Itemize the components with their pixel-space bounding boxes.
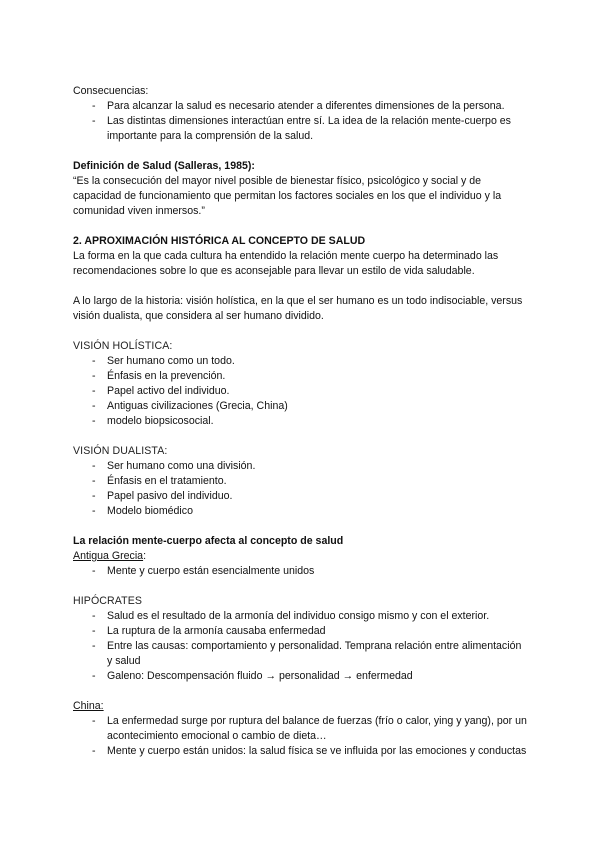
bullet-dash: -: [92, 490, 96, 502]
grecia-list: [73, 564, 529, 579]
list-item: - Antiguas civilizaciones (Grecia, China): [92, 400, 288, 412]
china-list: [73, 714, 529, 759]
section-2-title: 2. APROXIMACIÓN HISTÓRICA AL CONCEPTO DE SALUD: [73, 235, 366, 247]
dualista-list: [73, 459, 529, 519]
bullet-dash: -: [92, 745, 96, 757]
grecia-label: Antigua Grecia: [73, 550, 144, 562]
list-item: - Papel activo del individuo.: [92, 385, 230, 397]
china-label: China:: [73, 700, 104, 712]
holistica-label: VISIÓN HOLÍSTICA:: [73, 340, 173, 352]
bullet-dash: -: [92, 355, 96, 367]
hipocrates-label: HIPÓCRATES: [73, 595, 143, 607]
list-item: - Ser humano como una división.: [92, 460, 256, 472]
bullet-dash: -: [92, 565, 96, 577]
list-item: - Salud es el resultado de la armonía del individuo consigo mismo y con el exterior.: [92, 610, 490, 622]
section-2-paragraph-2: A lo largo de la historia: visión holística, en la que el ser humano es un todo indisociable, versus visión dualista, que considera al ser humano dividido.: [73, 295, 523, 322]
hipocrates-list: [73, 609, 529, 684]
bullet-dash: -: [92, 385, 96, 397]
list-item: - Modelo biomédico: [92, 505, 193, 517]
list-item: - Las distintas dimensiones interactúan entre sí. La idea de la relación mente-cuerpo es importante para la comprensión de la salud.: [92, 115, 511, 142]
list-item: - Para alcanzar la salud es necesario atender a diferentes dimensiones de la persona.: [92, 100, 505, 112]
bullet-dash: -: [92, 475, 96, 487]
bullet-dash: -: [92, 370, 96, 382]
bullet-dash: -: [92, 625, 96, 637]
definicion-title: Definición de Salud (Salleras, 1985):: [73, 160, 255, 172]
list-item: - Énfasis en la prevención.: [92, 370, 226, 382]
bullet-dash: -: [92, 115, 96, 127]
grecia-heading: [73, 549, 529, 564]
list-item: - Mente y cuerpo están esencialmente unidos: [92, 565, 315, 577]
grecia-colon: :: [143, 550, 147, 562]
list-item: - La ruptura de la armonía causaba enfermedad: [92, 625, 326, 637]
bullet-dash: -: [92, 415, 96, 427]
bullet-dash: -: [92, 400, 96, 412]
bullet-dash: -: [92, 460, 96, 472]
consecuencias-list: [73, 99, 529, 144]
list-item: - Galeno: Descompensación fluido → personalidad → enfermedad: [92, 670, 413, 682]
list-item: - Papel pasivo del individuo.: [92, 490, 233, 502]
dualista-label: VISIÓN DUALISTA:: [73, 445, 168, 457]
list-item: - La enfermedad surge por ruptura del balance de fuerzas (frío o calor, ying y yang), por un acontecimiento emocional o cambio de dieta…: [92, 715, 527, 742]
list-item: - Énfasis en el tratamiento.: [92, 475, 227, 487]
document-content: [73, 84, 529, 759]
consecuencias-label: Consecuencias:: [73, 85, 149, 97]
holistica-list: [73, 354, 529, 429]
section-2-paragraph-1: La forma en la que cada cultura ha entendido la relación mente cuerpo ha determinado las recomendaciones sobre lo que es aconsejable para llevar un estilo de vida saludable.: [73, 250, 499, 277]
bullet-dash: -: [92, 100, 96, 112]
bullet-dash: -: [92, 505, 96, 517]
list-item: - Mente y cuerpo están unidos: la salud física se ve influida por las emociones y conductas: [92, 745, 527, 757]
relacion-title: La relación mente-cuerpo afecta al concepto de salud: [73, 535, 344, 547]
bullet-dash: -: [92, 670, 96, 682]
bullet-dash: -: [92, 715, 96, 727]
list-item: - Entre las causas: comportamiento y personalidad. Temprana relación entre alimentación y salud: [92, 640, 522, 667]
bullet-dash: -: [92, 610, 96, 622]
definicion-quote: “Es la consecución del mayor nivel posible de bienestar físico, psicológico y social y de capacidad de funcionamiento que permitan los factores sociales en los que el individuo y la comunidad viven inmersos.”: [73, 175, 502, 217]
bullet-dash: -: [92, 640, 96, 652]
list-item: - modelo biopsicosocial.: [92, 415, 214, 427]
list-item: - Ser humano como un todo.: [92, 355, 235, 367]
